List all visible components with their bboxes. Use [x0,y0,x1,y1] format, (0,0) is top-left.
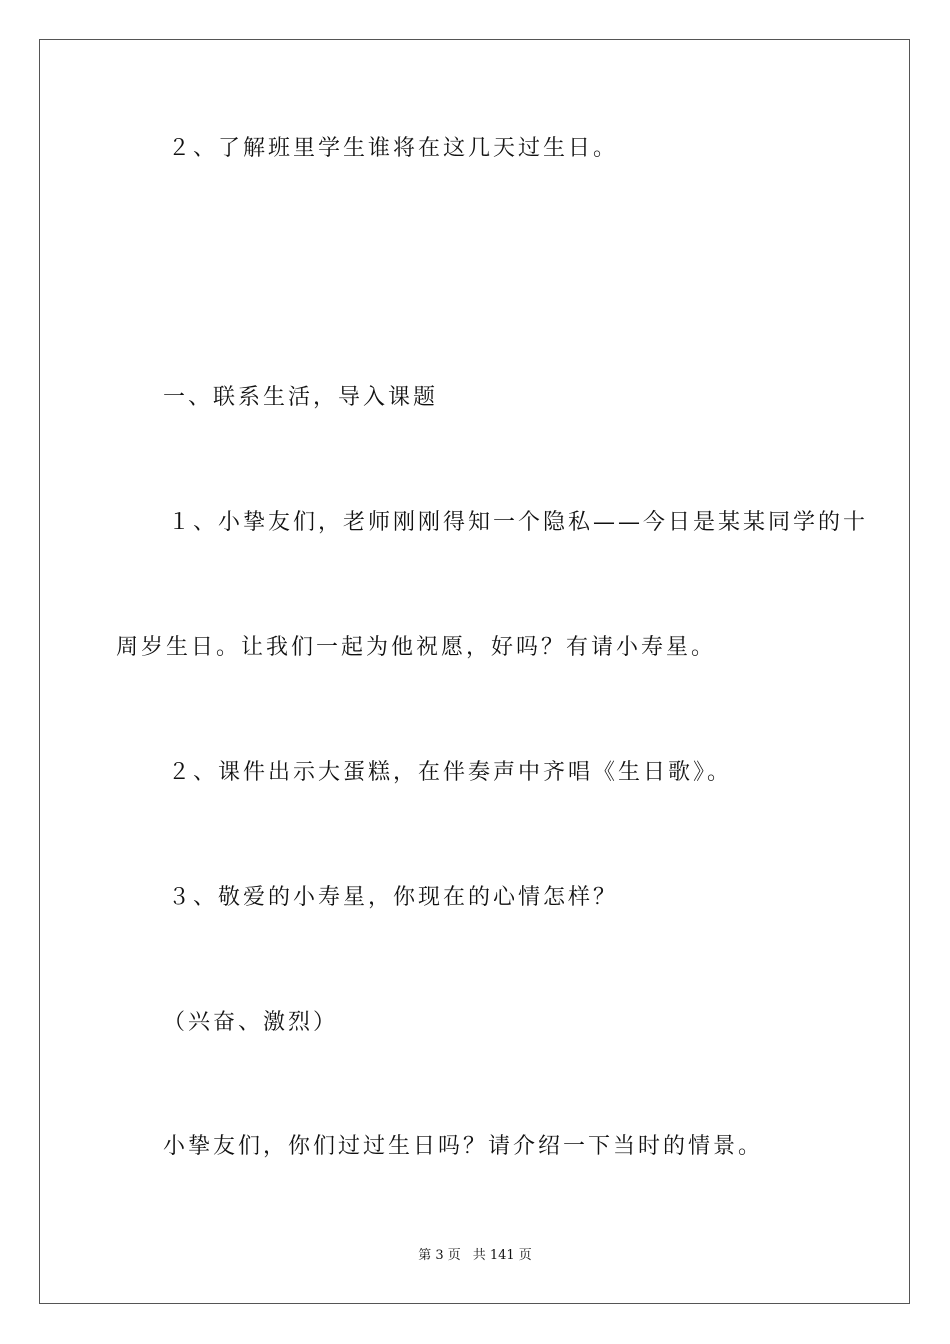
page-frame [39,39,910,1304]
paragraph-2-continued: 周岁生日。让我们一起为他祝愿，好吗？有请小寿星。 [116,635,717,660]
paragraph-6: 小挚友们，你们过过生日吗？请介绍一下当时的情景。 [163,1134,764,1159]
total-pages: 共 141 页 [472,1248,532,1263]
paragraph-4: ３、敬爱的小寿星，你现在的心情怎样？ [168,885,619,910]
page-footer [0,1249,950,1262]
page-number: 第 3 页 [418,1248,461,1263]
paragraph-2: １、小挚友们，老师刚刚得知一个隐私——今日是某某同学的十 [168,510,869,535]
section-heading: 一、联系生活，导入课题 [163,385,439,410]
paragraph-5: （兴奋、激烈） [163,1010,339,1035]
paragraph-3: ２、课件出示大蛋糕，在伴奏声中齐唱《生日歌》。 [168,760,733,785]
paragraph-1: ２、了解班里学生谁将在这几天过生日。 [168,136,619,161]
